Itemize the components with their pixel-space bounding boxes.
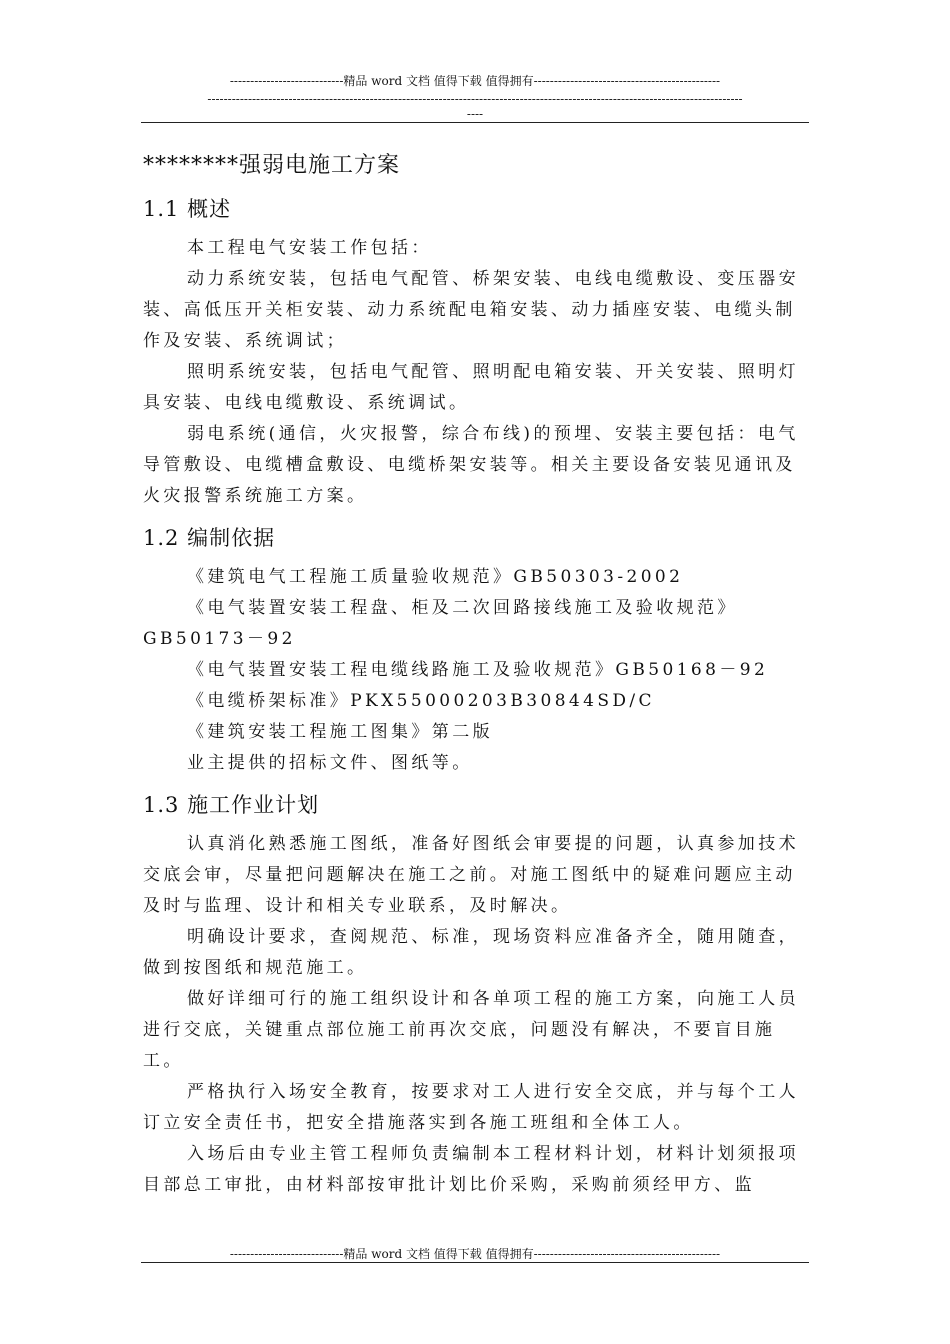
reference-item: 《建筑安装工程施工图集》第二版 (187, 722, 493, 742)
reference-item: 《电缆桥架标准》PKX55000203B30844SD/C (187, 691, 655, 711)
reference-list (143, 562, 808, 779)
paragraph: 弱电系统(通信，火灾报警，综合布线)的预埋、安装主要包括：电气导管敷设、电缆槽盒敷设、电缆桥架安装等。相关主要设备安装见通讯及火灾报警系统施工方案。 (143, 424, 799, 506)
document-body (143, 140, 808, 1201)
paragraph: 照明系统安装，包括电气配管、照明配电箱安装、开关安装、照明灯具安装、电线电缆敷设、系统调试。 (143, 362, 799, 413)
paragraph: 严格执行入场安全教育，按要求对工人进行安全交底，并与每个工人订立安全责任书，把安全措施落实到各施工班组和全体工人。 (143, 1082, 799, 1133)
reference-item: 《电气装置安装工程盘、柜及二次回路接线施工及验收规范》GB50173－92 (143, 598, 738, 649)
reference-item: 《电气装置安装工程电缆线路施工及验收规范》GB50168－92 (187, 660, 769, 680)
paragraph: 动力系统安装，包括电气配管、桥架安装、电线电缆敷设、变压器安装、高低压开关柜安装、动力系统配电箱安装、动力插座安装、电缆头制作及安装、系统调试； (143, 269, 799, 351)
header-banner: ----------------------------精品 word 文档 值得下载 值得拥有---------------------------------------------- (229, 74, 721, 88)
document-title: ********强弱电施工方案 (143, 153, 401, 178)
paragraph: 本工程电气安装工作包括： (187, 238, 432, 258)
section-heading-overview: 1.1 概述 (143, 197, 232, 221)
section-heading-basis: 1.2 编制依据 (143, 526, 276, 550)
paragraph: 入场后由专业主管工程师负责编制本工程材料计划，材料计划须报项目部总工审批，由材料部按审批计划比价采购，采购前须经甲方、监 (143, 1144, 799, 1195)
header-dash-tail: ---- (466, 107, 484, 121)
footer-banner: ----------------------------精品 word 文档 值得下载 值得拥有---------------------------------------------- (229, 1247, 721, 1261)
footer-rule (141, 1262, 809, 1263)
reference-item: 业主提供的招标文件、图纸等。 (187, 753, 473, 773)
header-dash-line: ------------------------------------------------------------------------------------------------------------------------------------ (207, 92, 743, 106)
reference-item: 《建筑电气工程施工质量验收规范》GB50303-2002 (187, 567, 684, 587)
paragraph: 认真消化熟悉施工图纸，准备好图纸会审要提的问题，认真参加技术交底会审，尽量把问题解决在施工之前。对施工图纸中的疑难问题应主动及时与监理、设计和相关专业联系，及时解决。 (143, 834, 799, 916)
section-heading-plan: 1.3 施工作业计划 (143, 793, 320, 817)
header-rule (141, 122, 809, 123)
paragraph: 明确设计要求，查阅规范、标准，现场资料应准备齐全，随用随查，做到按图纸和规范施工。 (143, 927, 799, 978)
paragraph: 做好详细可行的施工组织设计和各单项工程的施工方案，向施工人员进行交底，关键重点部位施工前再次交底，问题没有解决，不要盲目施工。 (143, 989, 799, 1071)
